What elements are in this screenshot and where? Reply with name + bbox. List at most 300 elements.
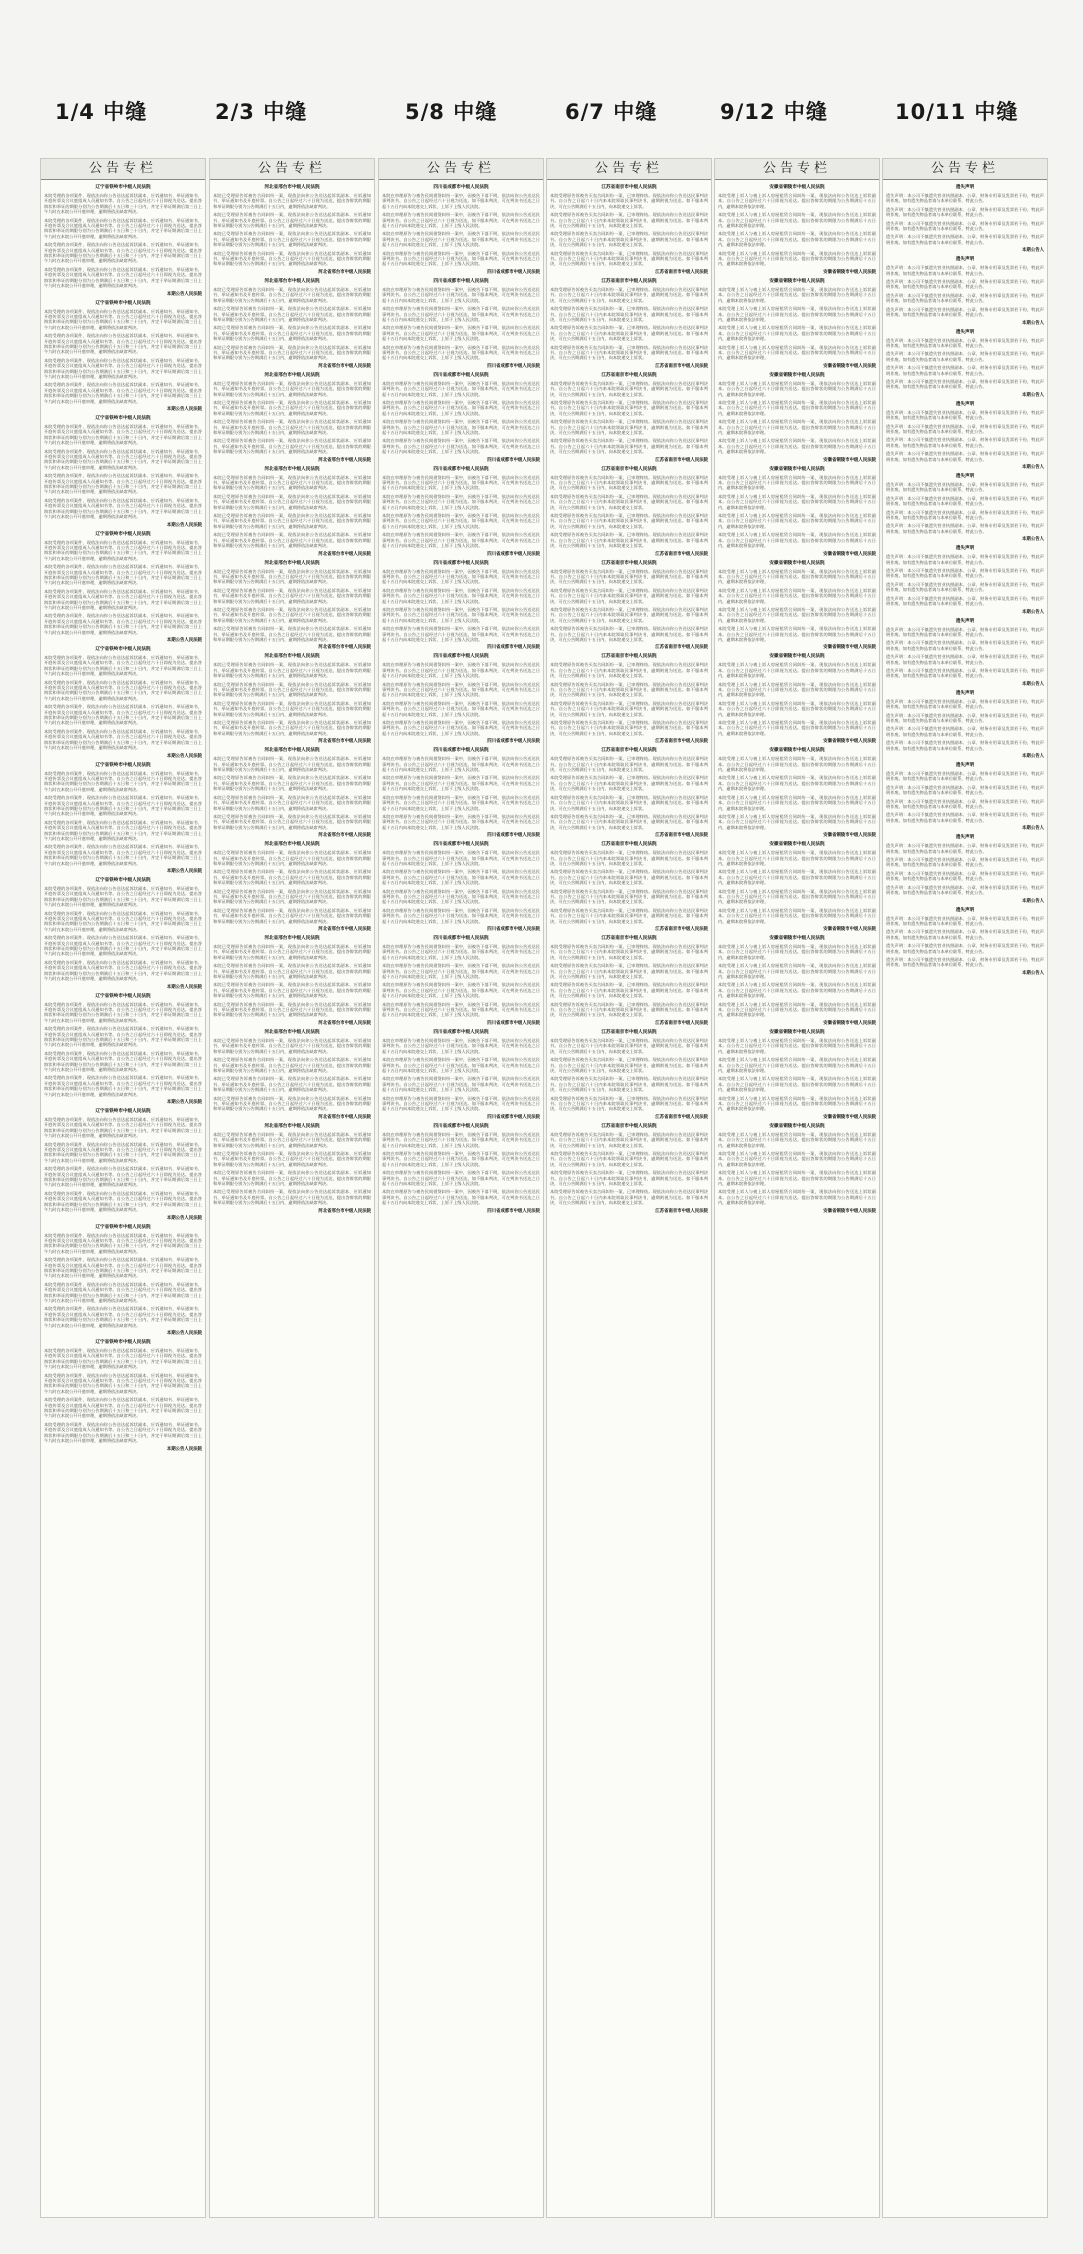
notice-signature: 本期公告人民法院 — [166, 291, 202, 297]
notice-column — [546, 158, 712, 2218]
notice-paragraph: 本院在审理原告与被告民间借贷纠纷一案中，因被告下落不明，依法向你公告送达民事判决书。自公告之日起经过六十日视为送达。如不服本判决，可在判决书送达之日起十五日内向本院递交上诉状，上诉于上级人民法院。 — [382, 794, 540, 811]
notice-paragraph: 本院已受理原告诉被告合同纠纷一案，现依法向你公告送达起诉状副本、应诉通知书、举证通知书及开庭传票。自公告之日起经过六十日视为送达，提出答辩状的期限和举证期限分别为公告期满后十五日内，逾期将依法缺席判决。 — [213, 1095, 371, 1112]
court-heading: 四川省成都市中级人民法院 — [433, 842, 489, 848]
notice-signature: 安徽省铜陵市中级人民法院 — [823, 739, 876, 745]
notice-paragraph: 本院受理上诉人与被上诉人房屋租赁合同纠纷一案，现依法向你公告送达上诉状副本。自公告之日起经过六十日即视为送达。提出答辩状的期限为公告期满后十五日内，逾期本院将依法审理。 — [718, 380, 876, 397]
court-heading: 河北省邢台市中级人民法院 — [264, 654, 320, 660]
notice-paragraph: 本院受理的各项案件，现依法向你公告送达起诉状副本、应诉通知书、举证通知书、开庭传票及合议庭组成人员通知书等。自公告之日起经过六十日即视为送达。提出答辩状和举证的期限分别为公告期满后十五日和三十日内，并定于举证期满后第三日上午九时在本院公开开庭审理，逾期将依法缺席判决。 — [44, 242, 202, 264]
notice-signature: 本期公告人民法院 — [166, 1331, 202, 1336]
notice-paragraph: 本院在审理原告与被告民间借贷纠纷一案中，因被告下落不明，依法向你公告送达民事判决书。自公告之日起经过六十日视为送达。如不服本判决，可在判决书送达之日起十五日内向本院递交上诉状，上诉于上级人民法院。 — [382, 1131, 540, 1148]
notice-paragraph: 本院已受理原告诉被告合同纠纷一案，现依法向你公告送达起诉状副本、应诉通知书、举证通知书及开庭传票。自公告之日起经过六十日视为送达，提出答辩状的期限和举证期限分别为公告期满后十五日内，逾期将依法缺席判决。 — [213, 681, 371, 698]
notice-paragraph: 本院受理原告诉被告买卖合同纠纷一案，已审理终结。现依法向你公告送达民事判决书。自公告之日起六十日内来本院领取民事判决书，逾期则视为送达。如不服本判决，可在公告期满后十五日内，向本院递交上诉状。 — [550, 794, 708, 811]
notice-paragraph: 本院受理上诉人与被上诉人房屋租赁合同纠纷一案，现依法向你公告送达上诉状副本。自公告之日起经过六十日即视为送达。提出答辩状的期限为公告期满后十五日内，逾期本院将依法审理。 — [718, 1095, 876, 1112]
court-heading: 安徽省铜陵市中级人民法院 — [769, 185, 825, 190]
notice-paragraph: 本院受理原告诉被告买卖合同纠纷一案，已审理终结。现依法向你公告送达民事判决书。自公告之日起六十日内来本院领取民事判决书，逾期则视为送达。如不服本判决，可在公告期满后十五日内，向本院递交上诉状。 — [550, 1037, 708, 1054]
court-heading: 四川省成都市中级人民法院 — [433, 654, 489, 660]
notice-signature: 河北省邢台市中级人民法院 — [318, 269, 371, 275]
notice-paragraph: 本院在审理原告与被告民间借贷纠纷一案中，因被告下落不明，依法向你公告送达民事判决书。自公告之日起经过六十日视为送达。如不服本判决，可在判决书送达之日起十五日内向本院递交上诉状，上诉于上级人民法院。 — [382, 419, 540, 435]
court-heading: 四川省成都市中级人民法院 — [433, 466, 489, 472]
notice-signature: 本期公告人 — [1022, 826, 1044, 832]
column-heading: 6/7 中缝 — [565, 100, 658, 124]
notice-paragraph: 本院受理原告诉被告买卖合同纠纷一案，已审理终结。现依法向你公告送达民事判决书。自公告之日起六十日内来本院领取民事判决书，逾期则视为送达。如不服本判决，可在公告期满后十五日内，向本院递交上诉状。 — [550, 1095, 708, 1112]
notice-paragraph: 本院受理原告诉被告买卖合同纠纷一案，已审理终结。现依法向你公告送达民事判决书。自公告之日起六十日内来本院领取民事判决书，逾期则视为送达。如不服本判决，可在公告期满后十五日内，向本院递交上诉状。 — [550, 907, 708, 924]
notice-paragraph: 本院受理上诉人与被上诉人房屋租赁合同纠纷一案，现依法向你公告送达上诉状副本。自公告之日起经过六十日即视为送达。提出答辩状的期限为公告期满后十五日内，逾期本院将依法审理。 — [718, 1131, 876, 1148]
court-heading: 遗失声明 — [955, 690, 975, 696]
notice-paragraph: 本院在审理原告与被告民间借贷纠纷一案中，因被告下落不明，依法向你公告送达民事判决书。自公告之日起经过六十日视为送达。如不服本判决，可在判决书送达之日起十五日内向本院递交上诉状，上诉于上级人民法院。 — [382, 231, 540, 248]
court-heading: 遗失声明 — [955, 763, 975, 768]
notice-paragraph: 本院受理上诉人与被上诉人房屋租赁合同纠纷一案，现依法向你公告送达上诉状副本。自公告之日起经过六十日即视为送达。提出答辩状的期限为公告期满后十五日内，逾期本院将依法审理。 — [718, 399, 876, 416]
notice-paragraph: 本院受理原告诉被告买卖合同纠纷一案，已审理终结。现依法向你公告送达民事判决书。自公告之日起六十日内来本院领取民事判决书，逾期则视为送达。如不服本判决，可在公告期满后十五日内，向本院递交上诉状。 — [550, 944, 708, 960]
notice-signature: 安徽省铜陵市中级人民法院 — [823, 269, 876, 275]
notice-paragraph: 本院已受理原告诉被告合同纠纷一案，现依法向你公告送达起诉状副本、应诉通知书、举证通知书及开庭传票。自公告之日起经过六十日视为送达，提出答辩状的期限和举证期限分别为公告期满后十五日内，逾期将依法缺席判决。 — [213, 193, 371, 209]
notice-paragraph: 本院受理原告诉被告买卖合同纠纷一案，已审理终结。现依法向你公告送达民事判决书。自公告之日起六十日内来本院领取民事判决书，逾期则视为送达。如不服本判决，可在公告期满后十五日内，向本院递交上诉状。 — [550, 193, 708, 209]
notice-paragraph: 遗失声明：本公司不慎遗失营业执照副本、公章、财务专用章及发票若干份，特此声明作废。如有遗失物品者请与本单位联系，特此公告。 — [886, 409, 1044, 421]
court-heading: 四川省成都市中级人民法院 — [433, 748, 489, 754]
notice-paragraph: 本院受理的各项案件，现依法向你公告送达起诉状副本、应诉通知书、举证通知书、开庭传票及合议庭组成人员通知书等。自公告之日起经过六十日即视为送达。提出答辩状和举证的期限分别为公告期满后十五日和三十日内，并定于举证期满后第三日上午九时在本院公开开庭审理，逾期将依法缺席判决。 — [44, 1141, 202, 1163]
court-heading: 江苏省南京市中级人民法院 — [601, 466, 657, 472]
notice-paragraph: 本院受理上诉人与被上诉人房屋租赁合同纠纷一案，现依法向你公告送达上诉状副本。自公告之日起经过六十日即视为送达。提出答辩状的期限为公告期满后十五日内，逾期本院将依法审理。 — [718, 907, 876, 924]
notice-signature: 本期公告人 — [1022, 392, 1044, 398]
notice-paragraph: 本院受理原告诉被告买卖合同纠纷一案，已审理终结。现依法向你公告送达民事判决书。自公告之日起六十日内来本院领取民事判决书，逾期则视为送达。如不服本判决，可在公告期满后十五日内，向本院递交上诉状。 — [550, 231, 708, 248]
notice-paragraph: 本院受理上诉人与被上诉人房屋租赁合同纠纷一案，现依法向你公告送达上诉状副本。自公告之日起经过六十日即视为送达。提出答辩状的期限为公告期满后十五日内，逾期本院将依法审理。 — [718, 869, 876, 886]
notice-signature: 河北省邢台市中级人民法院 — [318, 739, 371, 745]
notice-paragraph: 本院受理原告诉被告买卖合同纠纷一案，已审理终结。现依法向你公告送达民事判决书。自公告之日起六十日内来本院领取民事判决书，逾期则视为送达。如不服本判决，可在公告期满后十五日内，向本院递交上诉状。 — [550, 1057, 708, 1073]
notice-paragraph: 本院在审理原告与被告民间借贷纠纷一案中，因被告下落不明，依法向你公告送达民事判决书。自公告之日起经过六十日视为送达。如不服本判决，可在判决书送达之日起十五日内向本院递交上诉状，上诉于上级人民法院。 — [382, 438, 540, 455]
notice-paragraph: 本院受理原告诉被告买卖合同纠纷一案，已审理终结。现依法向你公告送达民事判决书。自公告之日起六十日内来本院领取民事判决书，逾期则视为送达。如不服本判决，可在公告期满后十五日内，向本院递交上诉状。 — [550, 493, 708, 510]
court-heading: 江苏省南京市中级人民法院 — [601, 372, 657, 378]
notice-paragraph: 遗失声明：本公司不慎遗失营业执照副本、公章、财务专用章及发票若干份，特此声明作废。如有遗失物品者请与本单位联系，特此公告。 — [886, 843, 1044, 854]
notice-paragraph: 本院已受理原告诉被告合同纠纷一案，现依法向你公告送达起诉状副本、应诉通知书、举证通知书及开庭传票。自公告之日起经过六十日视为送达，提出答辩状的期限和举证期限分别为公告期满后十五日内，逾期将依法缺席判决。 — [213, 399, 371, 416]
notice-paragraph: 本院已受理原告诉被告合同纠纷一案，现依法向你公告送达起诉状副本、应诉通知书、举证通知书及开庭传票。自公告之日起经过六十日视为送达，提出答辩状的期限和举证期限分别为公告期满后十五日内，逾期将依法缺席判决。 — [213, 700, 371, 717]
notice-paragraph: 遗失声明：本公司不慎遗失营业执照副本、公章、财务专用章及发票若干份，特此声明作废。如有遗失物品者请与本单位联系，特此公告。 — [886, 870, 1044, 882]
notice-paragraph: 本院已受理原告诉被告合同纠纷一案，现依法向你公告送达起诉状副本、应诉通知书、举证通知书及开庭传票。自公告之日起经过六十日视为送达，提出答辩状的期限和举证期限分别为公告期满后十五日内，逾期将依法缺席判决。 — [213, 212, 371, 229]
notice-paragraph: 本院受理的各项案件，现依法向你公告送达起诉状副本、应诉通知书、举证通知书、开庭传票及合议庭组成人员通知书等。自公告之日起经过六十日即视为送达。提出答辩状和举证的期限分别为公告期满后十五日和三十日内，并定于举证期满后第三日上午九时在本院公开开庭审理，逾期将依法缺席判决。 — [44, 1190, 202, 1213]
court-heading: 安徽省铜陵市中级人民法院 — [769, 654, 825, 660]
notice-signature: 河北省邢台市中级人民法院 — [318, 833, 371, 839]
notice-signature: 河北省邢台市中级人民法院 — [318, 457, 371, 463]
notice-paragraph: 本院受理原告诉被告买卖合同纠纷一案，已审理终结。现依法向你公告送达民事判决书。自公告之日起六十日内来本院领取民事判决书，逾期则视为送达。如不服本判决，可在公告期满后十五日内，向本院递交上诉状。 — [550, 681, 708, 698]
notice-paragraph: 本院受理原告诉被告买卖合同纠纷一案，已审理终结。现依法向你公告送达民事判决书。自公告之日起六十日内来本院领取民事判决书，逾期则视为送达。如不服本判决，可在公告期满后十五日内，向本院递交上诉状。 — [550, 888, 708, 905]
court-heading: 河北省邢台市中级人民法院 — [264, 748, 320, 754]
notice-paragraph: 本院受理的各项案件，现依法向你公告送达起诉状副本、应诉通知书、举证通知书、开庭传票及合议庭组成人员通知书等。自公告之日起经过六十日即视为送达。提出答辩状和举证的期限分别为公告期满后十五日和三十日内，并定于举证期满后第三日上午九时在本院公开开庭审理，逾期将依法缺席判决。 — [44, 473, 202, 495]
notice-paragraph: 本院受理上诉人与被上诉人房屋租赁合同纠纷一案，现依法向你公告送达上诉状副本。自公告之日起经过六十日即视为送达。提出答辩状的期限为公告期满后十五日内，逾期本院将依法审理。 — [718, 286, 876, 303]
notice-column — [209, 158, 375, 2218]
notice-paragraph: 本院受理原告诉被告买卖合同纠纷一案，已审理终结。现依法向你公告送达民事判决书。自公告之日起六十日内来本院领取民事判决书，逾期则视为送达。如不服本判决，可在公告期满后十五日内，向本院递交上诉状。 — [550, 306, 708, 322]
notice-paragraph: 本院已受理原告诉被告合同纠纷一案，现依法向你公告送达起诉状副本、应诉通知书、举证通知书及开庭传票。自公告之日起经过六十日视为送达，提出答辩状的期限和举证期限分别为公告期满后十五日内，逾期将依法缺席判决。 — [213, 438, 371, 455]
court-heading: 辽宁省铁岭市中级人民法院 — [95, 878, 151, 883]
notice-paragraph: 本院已受理原告诉被告合同纠纷一案，现依法向你公告送达起诉状副本、应诉通知书、举证通知书及开庭传票。自公告之日起经过六十日视为送达，提出答辩状的期限和举证期限分别为公告期满后十五日内，逾期将依法缺席判决。 — [213, 380, 371, 397]
notice-paragraph: 本院已受理原告诉被告合同纠纷一案，现依法向你公告送达起诉状副本、应诉通知书、举证通知书及开庭传票。自公告之日起经过六十日视为送达，提出答辩状的期限和举证期限分别为公告期满后十五日内，逾期将依法缺席判决。 — [213, 1189, 371, 1206]
court-heading: 辽宁省铁岭市中级人民法院 — [95, 1224, 151, 1230]
notice-paragraph: 本院受理上诉人与被上诉人房屋租赁合同纠纷一案，现依法向你公告送达上诉状副本。自公告之日起经过六十日即视为送达。提出答辩状的期限为公告期满后十五日内，逾期本院将依法审理。 — [718, 982, 876, 999]
notice-paragraph: 本院受理原告诉被告买卖合同纠纷一案，已审理终结。现依法向你公告送达民事判决书。自公告之日起六十日内来本院领取民事判决书，逾期则视为送达。如不服本判决，可在公告期满后十五日内，向本院递交上诉状。 — [550, 419, 708, 435]
court-heading: 遗失声明 — [955, 618, 975, 624]
notice-paragraph: 本院在审理原告与被告民间借贷纠纷一案中，因被告下落不明，依法向你公告送达民事判决书。自公告之日起经过六十日视为送达。如不服本判决，可在判决书送达之日起十五日内向本院递交上诉状，上诉于上级人民法院。 — [382, 1150, 540, 1167]
notice-paragraph: 本院已受理原告诉被告合同纠纷一案，现依法向你公告送达起诉状副本、应诉通知书、举证通知书及开庭传票。自公告之日起经过六十日视为送达，提出答辩状的期限和举证期限分别为公告期满后十五日内，逾期将依法缺席判决。 — [213, 720, 371, 736]
notice-paragraph: 本院受理原告诉被告买卖合同纠纷一案，已审理终结。现依法向你公告送达民事判决书。自公告之日起六十日内来本院领取民事判决书，逾期则视为送达。如不服本判决，可在公告期满后十五日内，向本院递交上诉状。 — [550, 474, 708, 491]
column-body — [210, 180, 374, 1215]
notice-paragraph: 本院在审理原告与被告民间借贷纠纷一案中，因被告下落不明，依法向你公告送达民事判决书。自公告之日起经过六十日视为送达。如不服本判决，可在判决书送达之日起十五日内向本院递交上诉状，上诉于上级人民法院。 — [382, 869, 540, 886]
notice-signature: 江苏省南京市中级人民法院 — [655, 833, 708, 839]
notice-signature: 安徽省铜陵市中级人民法院 — [823, 457, 876, 463]
notice-paragraph: 本院在审理原告与被告民间借贷纠纷一案中，因被告下落不明，依法向你公告送达民事判决书。自公告之日起经过六十日视为送达。如不服本判决，可在判决书送达之日起十五日内向本院递交上诉状，上诉于上级人民法院。 — [382, 306, 540, 322]
notice-paragraph: 本院受理的各项案件，现依法向你公告送达起诉状副本、应诉通知书、举证通知书、开庭传票及合议庭组成人员通知书等。自公告之日起经过六十日即视为送达。提出答辩状和举证的期限分别为公告期满后十五日和三十日内，并定于举证期满后第三日上午九时在本院公开开庭审理，逾期将依法缺席判决。 — [44, 1075, 202, 1097]
court-heading: 辽宁省铁岭市中级人民法院 — [95, 185, 151, 190]
column-title: 公告专栏 — [547, 159, 711, 180]
column-heading: 9/12 中缝 — [720, 100, 828, 124]
notice-signature: 安徽省铜陵市中级人民法院 — [823, 1114, 876, 1120]
column-body — [41, 180, 205, 1453]
notice-signature: 四川省成都市中级人民法院 — [487, 927, 540, 932]
notice-paragraph: 本院受理上诉人与被上诉人房屋租赁合同纠纷一案，现依法向你公告送达上诉状副本。自公告之日起经过六十日即视为送达。提出答辩状的期限为公告期满后十五日内，逾期本院将依法审理。 — [718, 681, 876, 698]
notice-paragraph: 本院受理原告诉被告买卖合同纠纷一案，已审理终结。现依法向你公告送达民事判决书。自公告之日起六十日内来本院领取民事判决书，逾期则视为送达。如不服本判决，可在公告期满后十五日内，向本院递交上诉状。 — [550, 1150, 708, 1167]
court-heading: 遗失声明 — [955, 835, 975, 841]
notice-signature: 江苏省南京市中级人民法院 — [655, 739, 708, 745]
notice-signature: 本期公告人 — [1022, 248, 1044, 254]
notice-paragraph: 本院受理原告诉被告买卖合同纠纷一案，已审理终结。现依法向你公告送达民事判决书。自公告之日起六十日内来本院领取民事判决书，逾期则视为送达。如不服本判决，可在公告期满后十五日内，向本院递交上诉状。 — [550, 325, 708, 342]
notice-paragraph: 本院已受理原告诉被告合同纠纷一案，现依法向你公告送达起诉状副本、应诉通知书、举证通知书及开庭传票。自公告之日起经过六十日视为送达，提出答辩状的期限和举证期限分别为公告期满后十五日内，逾期将依法缺席判决。 — [213, 419, 371, 435]
notice-signature: 四川省成都市中级人民法院 — [487, 269, 540, 275]
notice-paragraph: 本院受理原告诉被告买卖合同纠纷一案，已审理终结。现依法向你公告送达民事判决书。自公告之日起六十日内来本院领取民事判决书，逾期则视为送达。如不服本判决，可在公告期满后十五日内，向本院递交上诉状。 — [550, 587, 708, 604]
notice-paragraph: 本院受理原告诉被告买卖合同纠纷一案，已审理终结。现依法向你公告送达民事判决书。自公告之日起六十日内来本院领取民事判决书，逾期则视为送达。如不服本判决，可在公告期满后十五日内，向本院递交上诉状。 — [550, 700, 708, 717]
notice-paragraph: 本院受理原告诉被告买卖合同纠纷一案，已审理终结。现依法向你公告送达民事判决书。自公告之日起六十日内来本院领取民事判决书，逾期则视为送达。如不服本判决，可在公告期满后十五日内，向本院递交上诉状。 — [550, 513, 708, 529]
notice-paragraph: 本院在审理原告与被告民间借贷纠纷一案中，因被告下落不明，依法向你公告送达民事判决书。自公告之日起经过六十日视为送达。如不服本判决，可在判决书送达之日起十五日内向本院递交上诉状，上诉于上级人民法院。 — [382, 756, 540, 773]
court-heading: 辽宁省铁岭市中级人民法院 — [95, 416, 151, 421]
notice-paragraph: 本院受理的各项案件，现依法向你公告送达起诉状副本、应诉通知书、举证通知书、开庭传票及合议庭组成人员通知书等。自公告之日起经过六十日即视为送达。提出答辩状和举证的期限分别为公告期满后十五日和三十日内，并定于举证期满后第三日上午九时在本院公开开庭审理，逾期将依法缺席判决。 — [44, 217, 202, 239]
notice-paragraph: 本院受理原告诉被告买卖合同纠纷一案，已审理终结。现依法向你公告送达民事判决书。自公告之日起六十日内来本院领取民事判决书，逾期则视为送达。如不服本判决，可在公告期满后十五日内，向本院递交上诉状。 — [550, 1131, 708, 1148]
notice-paragraph: 遗失声明：本公司不慎遗失营业执照副本、公章、财务专用章及发票若干份，特此声明作废。如有遗失物品者请与本单位联系，特此公告。 — [886, 523, 1044, 534]
notice-paragraph: 本院受理上诉人与被上诉人房屋租赁合同纠纷一案，现依法向你公告送达上诉状副本。自公告之日起经过六十日即视为送达。提出答辩状的期限为公告期满后十五日内，逾期本院将依法审理。 — [718, 250, 876, 267]
notice-paragraph: 本院在审理原告与被告民间借贷纠纷一案中，因被告下落不明，依法向你公告送达民事判决书。自公告之日起经过六十日视为送达。如不服本判决，可在判决书送达之日起十五日内向本院递交上诉状，上诉于上级人民法院。 — [382, 1189, 540, 1206]
notice-paragraph: 本院受理原告诉被告买卖合同纠纷一案，已审理终结。现依法向你公告送达民事判决书。自公告之日起六十日内来本院领取民事判决书，逾期则视为送达。如不服本判决，可在公告期满后十五日内，向本院递交上诉状。 — [550, 963, 708, 980]
court-heading: 辽宁省铁岭市中级人民法院 — [95, 300, 151, 306]
notice-paragraph: 本院已受理原告诉被告合同纠纷一案，现依法向你公告送达起诉状副本、应诉通知书、举证通知书及开庭传票。自公告之日起经过六十日视为送达，提出答辩状的期限和举证期限分别为公告期满后十五日内，逾期将依法缺席判决。 — [213, 794, 371, 811]
notice-signature: 江苏省南京市中级人民法院 — [655, 269, 708, 275]
notice-signature: 本期公告人 — [1022, 465, 1044, 470]
notice-paragraph: 本院受理上诉人与被上诉人房屋租赁合同纠纷一案，现依法向你公告送达上诉状副本。自公告之日起经过六十日即视为送达。提出答辩状的期限为公告期满后十五日内，逾期本院将依法审理。 — [718, 568, 876, 585]
notice-signature: 四川省成都市中级人民法院 — [487, 1208, 540, 1214]
notice-signature: 本期公告人 — [1022, 537, 1044, 543]
court-heading: 四川省成都市中级人民法院 — [433, 560, 489, 566]
notice-paragraph: 遗失声明：本公司不慎遗失营业执照副本、公章、财务专用章及发票若干份，特此声明作废。如有遗失物品者请与本单位联系，特此公告。 — [886, 265, 1044, 276]
column-heading: 10/11 中缝 — [895, 100, 1019, 124]
court-heading: 江苏省南京市中级人民法院 — [601, 278, 657, 284]
notice-signature: 江苏省南京市中级人民法院 — [655, 645, 708, 651]
notice-signature: 本期公告人民法院 — [166, 753, 202, 759]
notice-paragraph: 本院受理的各项案件，现依法向你公告送达起诉状副本、应诉通知书、举证通知书、开庭传票及合议庭组成人员通知书等。自公告之日起经过六十日即视为送达。提出答辩状和举证的期限分别为公告期满后十五日和三十日内，并定于举证期满后第三日上午九时在本院公开开庭审理，逾期将依法缺席判决。 — [44, 795, 202, 817]
notice-paragraph: 本院受理上诉人与被上诉人房屋租赁合同纠纷一案，现依法向你公告送达上诉状副本。自公告之日起经过六十日即视为送达。提出答辩状的期限为公告期满后十五日内，逾期本院将依法审理。 — [718, 662, 876, 679]
notice-paragraph: 本院已受理原告诉被告合同纠纷一案，现依法向你公告送达起诉状副本、应诉通知书、举证通知书及开庭传票。自公告之日起经过六十日视为送达，提出答辩状的期限和举证期限分别为公告期满后十五日内，逾期将依法缺席判决。 — [213, 756, 371, 773]
notice-paragraph: 本院已受理原告诉被告合同纠纷一案，现依法向你公告送达起诉状副本、应诉通知书、举证通知书及开庭传票。自公告之日起经过六十日视为送达，提出答辩状的期限和举证期限分别为公告期满后十五日内，逾期将依法缺席判决。 — [213, 888, 371, 905]
notice-signature: 四川省成都市中级人民法院 — [487, 363, 540, 369]
notice-paragraph: 本院受理上诉人与被上诉人房屋租赁合同纠纷一案，现依法向你公告送达上诉状副本。自公告之日起经过六十日即视为送达。提出答辩状的期限为公告期满后十五日内，逾期本院将依法审理。 — [718, 606, 876, 623]
court-heading: 河北省邢台市中级人民法院 — [264, 842, 320, 848]
notice-paragraph: 本院已受理原告诉被告合同纠纷一案，现依法向你公告送达起诉状副本、应诉通知书、举证通知书及开庭传票。自公告之日起经过六十日视为送达，提出答辩状的期限和举证期限分别为公告期满后十五日内，逾期将依法缺席判决。 — [213, 474, 371, 491]
column-body — [547, 180, 711, 1215]
notice-paragraph: 本院在审理原告与被告民间借贷纠纷一案中，因被告下落不明，依法向你公告送达民事判决书。自公告之日起经过六十日视为送达。如不服本判决，可在判决书送达之日起十五日内向本院递交上诉状，上诉于上级人民法院。 — [382, 720, 540, 736]
notice-paragraph: 本院受理原告诉被告买卖合同纠纷一案，已审理终结。现依法向你公告送达民事判决书。自公告之日起六十日内来本院领取民事判决书，逾期则视为送达。如不服本判决，可在公告期满后十五日内，向本院递交上诉状。 — [550, 626, 708, 642]
notice-paragraph: 本院受理上诉人与被上诉人房屋租赁合同纠纷一案，现依法向你公告送达上诉状副本。自公告之日起经过六十日即视为送达。提出答辩状的期限为公告期满后十五日内，逾期本院将依法审理。 — [718, 1037, 876, 1054]
notice-paragraph: 本院在审理原告与被告民间借贷纠纷一案中，因被告下落不明，依法向你公告送达民事判决书。自公告之日起经过六十日视为送达。如不服本判决，可在判决书送达之日起十五日内向本院递交上诉状，上诉于上级人民法院。 — [382, 513, 540, 529]
notice-paragraph: 本院受理原告诉被告买卖合同纠纷一案，已审理终结。现依法向你公告送达民事判决书。自公告之日起六十日内来本院领取民事判决书，逾期则视为送达。如不服本判决，可在公告期满后十五日内，向本院递交上诉状。 — [550, 662, 708, 679]
court-heading: 四川省成都市中级人民法院 — [433, 185, 489, 190]
notice-signature: 河北省邢台市中级人民法院 — [318, 645, 371, 651]
notice-paragraph: 本院受理上诉人与被上诉人房屋租赁合同纠纷一案，现依法向你公告送达上诉状副本。自公告之日起经过六十日即视为送达。提出答辩状的期限为公告期满后十五日内，逾期本院将依法审理。 — [718, 1076, 876, 1093]
notice-paragraph: 本院在审理原告与被告民间借贷纠纷一案中，因被告下落不明，依法向你公告送达民事判决书。自公告之日起经过六十日视为送达。如不服本判决，可在判决书送达之日起十五日内向本院递交上诉状，上诉于上级人民法院。 — [382, 775, 540, 792]
notice-paragraph: 本院在审理原告与被告民间借贷纠纷一案中，因被告下落不明，依法向你公告送达民事判决书。自公告之日起经过六十日视为送达。如不服本判决，可在判决书送达之日起十五日内向本院递交上诉状，上诉于上级人民法院。 — [382, 568, 540, 585]
notice-paragraph: 遗失声明：本公司不慎遗失营业执照副本、公章、财务专用章及发票若干份，特此声明作废。如有遗失物品者请与本单位联系，特此公告。 — [886, 220, 1044, 232]
notice-paragraph: 本院在审理原告与被告民间借贷纠纷一案中，因被告下落不明，依法向你公告送达民事判决书。自公告之日起经过六十日视为送达。如不服本判决，可在判决书送达之日起十五日内向本院递交上诉状，上诉于上级人民法院。 — [382, 587, 540, 604]
notice-signature: 河北省邢台市中级人民法院 — [318, 927, 371, 932]
notice-signature: 四川省成都市中级人民法院 — [487, 645, 540, 651]
notice-paragraph: 遗失声明：本公司不慎遗失营业执照副本、公章、财务专用章及发票若干份，特此声明作废。如有遗失物品者请与本单位联系，特此公告。 — [886, 482, 1044, 493]
notice-paragraph: 本院受理上诉人与被上诉人房屋租赁合同纠纷一案，现依法向你公告送达上诉状副本。自公告之日起经过六十日即视为送达。提出答辩状的期限为公告期满后十五日内，逾期本院将依法审理。 — [718, 700, 876, 717]
court-heading: 江苏省南京市中级人民法院 — [601, 1029, 657, 1035]
notice-paragraph: 本院受理的各项案件，现依法向你公告送达起诉状副本、应诉通知书、举证通知书、开庭传票及合议庭组成人员通知书等。自公告之日起经过六十日即视为送达。提出答辩状和举证的期限分别为公告期满后十五日和三十日内，并定于举证期满后第三日上午九时在本院公开开庭审理，逾期将依法缺席判决。 — [44, 728, 202, 751]
court-heading: 四川省成都市中级人民法院 — [433, 372, 489, 378]
notice-paragraph: 本院受理原告诉被告买卖合同纠纷一案，已审理终结。现依法向你公告送达民事判决书。自公告之日起六十日内来本院领取民事判决书，逾期则视为送达。如不服本判决，可在公告期满后十五日内，向本院递交上诉状。 — [550, 568, 708, 585]
notice-paragraph: 本院在审理原告与被告民间借贷纠纷一案中，因被告下落不明，依法向你公告送达民事判决书。自公告之日起经过六十日视为送达。如不服本判决，可在判决书送达之日起十五日内向本院递交上诉状，上诉于上级人民法院。 — [382, 944, 540, 960]
notice-paragraph: 本院在审理原告与被告民间借贷纠纷一案中，因被告下落不明，依法向你公告送达民事判决书。自公告之日起经过六十日视为送达。如不服本判决，可在判决书送达之日起十五日内向本院递交上诉状，上诉于上级人民法院。 — [382, 325, 540, 342]
notice-paragraph: 本院受理的各项案件，现依法向你公告送达起诉状副本、应诉通知书、举证通知书、开庭传票及合议庭组成人员通知书等。自公告之日起经过六十日即视为送达。提出答辩状和举证的期限分别为公告期满后十五日和三十日内，并定于举证期满后第三日上午九时在本院公开开庭审理，逾期将依法缺席判决。 — [44, 333, 202, 355]
notice-paragraph: 本院受理上诉人与被上诉人房屋租赁合同纠纷一案，现依法向你公告送达上诉状副本。自公告之日起经过六十日即视为送达。提出答辩状的期限为公告期满后十五日内，逾期本院将依法审理。 — [718, 775, 876, 792]
notice-paragraph: 本院受理的各项案件，现依法向你公告送达起诉状副本、应诉通知书、举证通知书、开庭传票及合议庭组成人员通知书等。自公告之日起经过六十日即视为送达。提出答辩状和举证的期限分别为公告期满后十五日和三十日内，并定于举证期满后第三日上午九时在本院公开开庭审理，逾期将依法缺席判决。 — [44, 655, 202, 677]
notice-paragraph: 本院受理上诉人与被上诉人房屋租赁合同纠纷一案，现依法向你公告送达上诉状副本。自公告之日起经过六十日即视为送达。提出答辩状的期限为公告期满后十五日内，逾期本院将依法审理。 — [718, 888, 876, 905]
court-heading: 遗失声明 — [955, 401, 975, 407]
column-heading: 1/4 中缝 — [55, 100, 148, 124]
notice-column — [378, 158, 544, 2218]
court-heading: 江苏省南京市中级人民法院 — [601, 560, 657, 566]
notice-paragraph: 本院受理的各项案件，现依法向你公告送达起诉状副本、应诉通知书、举证通知书、开庭传票及合议庭组成人员通知书等。自公告之日起经过六十日即视为送达。提出答辩状和举证的期限分别为公告期满后十五日和三十日内，并定于举证期满后第三日上午九时在本院公开开庭审理，逾期将依法缺席判决。 — [44, 448, 202, 470]
column-title: 公告专栏 — [883, 159, 1047, 180]
notice-paragraph: 本院已受理原告诉被告合同纠纷一案，现依法向你公告送达起诉状副本、应诉通知书、举证通知书及开庭传票。自公告之日起经过六十日视为送达，提出答辩状的期限和举证期限分别为公告期满后十五日内，逾期将依法缺席判决。 — [213, 286, 371, 303]
notice-paragraph: 本院已受理原告诉被告合同纠纷一案，现依法向你公告送达起诉状副本、应诉通知书、举证通知书及开庭传票。自公告之日起经过六十日视为送达，提出答辩状的期限和举证期限分别为公告期满后十五日内，逾期将依法缺席判决。 — [213, 231, 371, 248]
notice-signature: 安徽省铜陵市中级人民法院 — [823, 551, 876, 557]
notice-paragraph: 本院受理的各项案件，现依法向你公告送达起诉状副本、应诉通知书、举证通知书、开庭传票及合议庭组成人员通知书等。自公告之日起经过六十日即视为送达。提出答辩状和举证的期限分别为公告期满后十五日和三十日内，并定于举证期满后第三日上午九时在本院公开开庭审理，逾期将依法缺席判决。 — [44, 935, 202, 957]
notice-signature: 本期公告人 — [1022, 898, 1044, 904]
notice-paragraph: 本院在审理原告与被告民间借贷纠纷一案中，因被告下落不明，依法向你公告送达民事判决书。自公告之日起经过六十日视为送达。如不服本判决，可在判决书送达之日起十五日内向本院递交上诉状，上诉于上级人民法院。 — [382, 344, 540, 361]
notice-paragraph: 本院受理上诉人与被上诉人房屋租赁合同纠纷一案，现依法向你公告送达上诉状副本。自公告之日起经过六十日即视为送达。提出答辩状的期限为公告期满后十五日内，逾期本院将依法审理。 — [718, 1170, 876, 1186]
notice-paragraph: 本院已受理原告诉被告合同纠纷一案，现依法向你公告送达起诉状副本、应诉通知书、举证通知书及开庭传票。自公告之日起经过六十日视为送达，提出答辩状的期限和举证期限分别为公告期满后十五日内，逾期将依法缺席判决。 — [213, 250, 371, 267]
notice-paragraph: 本院在审理原告与被告民间借贷纠纷一案中，因被告下落不明，依法向你公告送达民事判决书。自公告之日起经过六十日视为送达。如不服本判决，可在判决书送达之日起十五日内向本院递交上诉状，上诉于上级人民法院。 — [382, 626, 540, 642]
court-heading: 江苏省南京市中级人民法院 — [601, 936, 657, 941]
notice-paragraph: 本院受理上诉人与被上诉人房屋租赁合同纠纷一案，现依法向你公告送达上诉状副本。自公告之日起经过六十日即视为送达。提出答辩状的期限为公告期满后十五日内，逾期本院将依法审理。 — [718, 193, 876, 209]
notice-paragraph: 本院受理原告诉被告买卖合同纠纷一案，已审理终结。现依法向你公告送达民事判决书。自公告之日起六十日内来本院领取民事判决书，逾期则视为送达。如不服本判决，可在公告期满后十五日内，向本院递交上诉状。 — [550, 1001, 708, 1018]
notice-paragraph: 遗失声明：本公司不慎遗失营业执照副本、公章、财务专用章及发票若干份，特此声明作废。如有遗失物品者请与本单位联系，特此公告。 — [886, 292, 1044, 304]
notice-paragraph: 遗失声明：本公司不慎遗失营业执照副本、公章、财务专用章及发票若干份，特此声明作废。如有遗失物品者请与本单位联系，特此公告。 — [886, 740, 1044, 751]
notice-paragraph: 本院受理上诉人与被上诉人房屋租赁合同纠纷一案，现依法向你公告送达上诉状副本。自公告之日起经过六十日即视为送达。提出答辩状的期限为公告期满后十五日内，逾期本院将依法审理。 — [718, 963, 876, 980]
court-heading: 河北省邢台市中级人民法院 — [264, 1123, 320, 1129]
notice-paragraph: 本院受理上诉人与被上诉人房屋租赁合同纠纷一案，现依法向你公告送达上诉状副本。自公告之日起经过六十日即视为送达。提出答辩状的期限为公告期满后十五日内，逾期本院将依法审理。 — [718, 1189, 876, 1206]
court-heading: 辽宁省铁岭市中级人民法院 — [95, 531, 151, 537]
notice-paragraph: 本院受理的各项案件，现依法向你公告送达起诉状副本、应诉通知书、举证通知书、开庭传票及合议庭组成人员通知书等。自公告之日起经过六十日即视为送达。提出答辩状和举证的期限分别为公告期满后十五日和三十日内，并定于举证期满后第三日上午九时在本院公开开庭审理，逾期将依法缺席判决。 — [44, 497, 202, 520]
notice-signature: 江苏省南京市中级人民法院 — [655, 1208, 708, 1214]
notice-paragraph: 本院已受理原告诉被告合同纠纷一案，现依法向你公告送达起诉状副本、应诉通知书、举证通知书及开庭传票。自公告之日起经过六十日视为送达，提出答辩状的期限和举证期限分别为公告期满后十五日内，逾期将依法缺席判决。 — [213, 606, 371, 623]
notice-paragraph: 本院受理上诉人与被上诉人房屋租赁合同纠纷一案，现依法向你公告送达上诉状副本。自公告之日起经过六十日即视为送达。提出答辩状的期限为公告期满后十五日内，逾期本院将依法审理。 — [718, 1001, 876, 1018]
notice-paragraph: 遗失声明：本公司不慎遗失营业执照副本、公章、财务专用章及发票若干份，特此声明作废。如有遗失物品者请与本单位联系，特此公告。 — [886, 667, 1044, 679]
column-title: 公告专栏 — [210, 159, 374, 180]
notice-paragraph: 遗失声明：本公司不慎遗失营业执照副本、公章、财务专用章及发票若干份，特此声明作废。如有遗失物品者请与本单位联系，特此公告。 — [886, 698, 1044, 710]
notice-signature: 河北省邢台市中级人民法院 — [318, 363, 371, 369]
court-heading: 江苏省南京市中级人民法院 — [601, 185, 657, 190]
court-heading: 安徽省铜陵市中级人民法院 — [769, 1123, 825, 1129]
notice-paragraph: 遗失声明：本公司不慎遗失营业执照副本、公章、财务专用章及发票若干份，特此声明作废。如有遗失物品者请与本单位联系，特此公告。 — [886, 279, 1044, 290]
notice-signature: 安徽省铜陵市中级人民法院 — [823, 927, 876, 932]
notice-paragraph: 本院受理原告诉被告买卖合同纠纷一案，已审理终结。现依法向你公告送达民事判决书。自公告之日起六十日内来本院领取民事判决书，逾期则视为送达。如不服本判决，可在公告期满后十五日内，向本院递交上诉状。 — [550, 344, 708, 361]
notice-paragraph: 本院受理上诉人与被上诉人房屋租赁合同纠纷一案，现依法向你公告送达上诉状副本。自公告之日起经过六十日即视为送达。提出答辩状的期限为公告期满后十五日内，逾期本院将依法审理。 — [718, 212, 876, 229]
notice-signature: 本期公告人民法院 — [166, 407, 202, 412]
notice-paragraph: 本院受理的各项案件，现依法向你公告送达起诉状副本、应诉通知书、举证通知书、开庭传票及合议庭组成人员通知书等。自公告之日起经过六十日即视为送达。提出答辩状和举证的期限分别为公告期满后十五日和三十日内，并定于举证期满后第三日上午九时在本院公开开庭审理，逾期将依法缺席判决。 — [44, 1421, 202, 1444]
notice-paragraph: 本院受理上诉人与被上诉人房屋租赁合同纠纷一案，现依法向你公告送达上诉状副本。自公告之日起经过六十日即视为送达。提出答辩状的期限为公告期满后十五日内，逾期本院将依法审理。 — [718, 626, 876, 642]
notice-signature: 四川省成都市中级人民法院 — [487, 551, 540, 557]
notice-paragraph: 本院受理上诉人与被上诉人房屋租赁合同纠纷一案，现依法向你公告送达上诉状副本。自公告之日起经过六十日即视为送达。提出答辩状的期限为公告期满后十五日内，逾期本院将依法审理。 — [718, 756, 876, 773]
notice-paragraph: 本院在审理原告与被告民间借贷纠纷一案中，因被告下落不明，依法向你公告送达民事判决书。自公告之日起经过六十日视为送达。如不服本判决，可在判决书送达之日起十五日内向本院递交上诉状，上诉于上级人民法院。 — [382, 193, 540, 209]
court-heading: 四川省成都市中级人民法院 — [433, 936, 489, 941]
notice-paragraph: 遗失声明：本公司不慎遗失营业执照副本、公章、财务专用章及发票若干份，特此声明作废。如有遗失物品者请与本单位联系，特此公告。 — [886, 306, 1044, 318]
court-heading: 河北省邢台市中级人民法院 — [264, 936, 320, 941]
notice-paragraph: 本院受理上诉人与被上诉人房屋租赁合同纠纷一案，现依法向你公告送达上诉状副本。自公告之日起经过六十日即视为送达。提出答辩状的期限为公告期满后十五日内，逾期本院将依法审理。 — [718, 720, 876, 736]
notice-paragraph: 本院受理的各项案件，现依法向你公告送达起诉状副本、应诉通知书、举证通知书、开庭传票及合议庭组成人员通知书等。自公告之日起经过六十日即视为送达。提出答辩状和举证的期限分别为公告期满后十五日和三十日内，并定于举证期满后第三日上午九时在本院公开开庭审理，逾期将依法缺席判决。 — [44, 1306, 202, 1328]
court-heading: 河北省邢台市中级人民法院 — [264, 560, 320, 566]
notice-paragraph: 本院受理原告诉被告买卖合同纠纷一案，已审理终结。现依法向你公告送达民事判决书。自公告之日起六十日内来本院领取民事判决书，逾期则视为送达。如不服本判决，可在公告期满后十五日内，向本院递交上诉状。 — [550, 813, 708, 830]
notice-signature: 河北省邢台市中级人民法院 — [318, 1114, 371, 1120]
court-heading: 四川省成都市中级人民法院 — [433, 1029, 489, 1035]
notice-paragraph: 本院在审理原告与被告民间借贷纠纷一案中，因被告下落不明，依法向你公告送达民事判决书。自公告之日起经过六十日视为送达。如不服本判决，可在判决书送达之日起十五日内向本院递交上诉状，上诉于上级人民法院。 — [382, 212, 540, 229]
notice-paragraph: 遗失声明：本公司不慎遗失营业执照副本、公章、财务专用章及发票若干份，特此声明作废。如有遗失物品者请与本单位联系，特此公告。 — [886, 784, 1044, 796]
notice-paragraph: 本院受理上诉人与被上诉人房屋租赁合同纠纷一案，现依法向你公告送达上诉状副本。自公告之日起经过六十日即视为送达。提出答辩状的期限为公告期满后十五日内，逾期本院将依法审理。 — [718, 231, 876, 248]
notice-paragraph: 本院已受理原告诉被告合同纠纷一案，现依法向你公告送达起诉状副本、应诉通知书、举证通知书及开庭传票。自公告之日起经过六十日视为送达，提出答辩状的期限和举证期限分别为公告期满后十五日内，逾期将依法缺席判决。 — [213, 963, 371, 980]
notice-paragraph: 本院受理的各项案件，现依法向你公告送达起诉状副本、应诉通知书、举证通知书、开庭传票及合议庭组成人员通知书等。自公告之日起经过六十日即视为送达。提出答辩状和举证的期限分别为公告期满后十五日和三十日内，并定于举证期满后第三日上午九时在本院公开开庭审理，逾期将依法缺席判决。 — [44, 308, 202, 330]
notice-paragraph: 遗失声明：本公司不慎遗失营业执照副本、公章、财务专用章及发票若干份，特此声明作废。如有遗失物品者请与本单位联系，特此公告。 — [886, 451, 1044, 462]
notice-paragraph: 遗失声明：本公司不慎遗失营业执照副本、公章、财务专用章及发票若干份，特此声明作废。如有遗失物品者请与本单位联系，特此公告。 — [886, 712, 1044, 723]
notice-paragraph: 本院受理的各项案件，现依法向你公告送达起诉状副本、应诉通知书、举证通知书、开庭传票及合议庭组成人员通知书等。自公告之日起经过六十日即视为送达。提出答辩状和举证的期限分别为公告期满后十五日和三十日内，并定于举证期满后第三日上午九时在本院公开开庭审理，逾期将依法缺席判决。 — [44, 539, 202, 561]
notice-paragraph: 本院已受理原告诉被告合同纠纷一案，现依法向你公告送达起诉状副本、应诉通知书、举证通知书及开庭传票。自公告之日起经过六十日视为送达，提出答辩状的期限和举证期限分别为公告期满后十五日内，逾期将依法缺席判决。 — [213, 568, 371, 585]
notice-paragraph: 本院在审理原告与被告民间借贷纠纷一案中，因被告下落不明，依法向你公告送达民事判决书。自公告之日起经过六十日视为送达。如不服本判决，可在判决书送达之日起十五日内向本院递交上诉状，上诉于上级人民法院。 — [382, 662, 540, 679]
notice-paragraph: 本院在审理原告与被告民间借贷纠纷一案中，因被告下落不明，依法向你公告送达民事判决书。自公告之日起经过六十日视为送达。如不服本判决，可在判决书送达之日起十五日内向本院递交上诉状，上诉于上级人民法院。 — [382, 888, 540, 905]
notice-paragraph: 本院已受理原告诉被告合同纠纷一案，现依法向你公告送达起诉状副本、应诉通知书、举证通知书及开庭传票。自公告之日起经过六十日视为送达，提出答辩状的期限和举证期限分别为公告期满后十五日内，逾期将依法缺席判决。 — [213, 587, 371, 604]
notice-paragraph: 遗失声明：本公司不慎遗失营业执照副本、公章、财务专用章及发票若干份，特此声明作废。如有遗失物品者请与本单位联系，特此公告。 — [886, 640, 1044, 651]
notice-paragraph: 本院已受理原告诉被告合同纠纷一案，现依法向你公告送达起诉状副本、应诉通知书、举证通知书及开庭传票。自公告之日起经过六十日视为送达，提出答辩状的期限和举证期限分别为公告期满后十五日内，逾期将依法缺席判决。 — [213, 850, 371, 866]
notice-signature: 本期公告人 — [1022, 754, 1044, 759]
notice-paragraph: 遗失声明：本公司不慎遗失营业执照副本、公章、财务专用章及发票若干份，特此声明作废。如有遗失物品者请与本单位联系，特此公告。 — [886, 351, 1044, 362]
notice-paragraph: 本院受理上诉人与被上诉人房屋租赁合同纠纷一案，现依法向你公告送达上诉状副本。自公告之日起经过六十日即视为送达。提出答辩状的期限为公告期满后十五日内，逾期本院将依法审理。 — [718, 813, 876, 830]
notice-column — [882, 158, 1048, 2218]
notice-paragraph: 遗失声明：本公司不慎遗失营业执照副本、公章、财务专用章及发票若干份，特此声明作废。如有遗失物品者请与本单位联系，特此公告。 — [886, 193, 1044, 204]
notice-paragraph: 本院受理的各项案件，现依法向你公告送达起诉状副本、应诉通知书、举证通知书、开庭传票及合议庭组成人员通知书等。自公告之日起经过六十日即视为送达。提出答辩状和举证的期限分别为公告期满后十五日和三十日内，并定于举证期满后第三日上午九时在本院公开开庭审理，逾期将依法缺席判决。 — [44, 959, 202, 982]
notice-paragraph: 本院已受理原告诉被告合同纠纷一案，现依法向你公告送达起诉状副本、应诉通知书、举证通知书及开庭传票。自公告之日起经过六十日视为送达，提出答辩状的期限和举证期限分别为公告期满后十五日内，逾期将依法缺席判决。 — [213, 325, 371, 342]
court-heading: 四川省成都市中级人民法院 — [433, 278, 489, 284]
notice-paragraph: 本院受理的各项案件，现依法向你公告送达起诉状副本、应诉通知书、举证通知书、开庭传票及合议庭组成人员通知书等。自公告之日起经过六十日即视为送达。提出答辩状和举证的期限分别为公告期满后十五日和三十日内，并定于举证期满后第三日上午九时在本院公开开庭审理，逾期将依法缺席判决。 — [44, 1050, 202, 1072]
notice-paragraph: 遗失声明：本公司不慎遗失营业执照副本、公章、财务专用章及发票若干份，特此声明作废。如有遗失物品者请与本单位联系，特此公告。 — [886, 654, 1044, 665]
notice-paragraph: 本院受理原告诉被告买卖合同纠纷一案，已审理终结。现依法向你公告送达民事判决书。自公告之日起六十日内来本院领取民事判决书，逾期则视为送达。如不服本判决，可在公告期满后十五日内，向本院递交上诉状。 — [550, 720, 708, 736]
notice-signature: 江苏省南京市中级人民法院 — [655, 551, 708, 557]
notice-paragraph: 本院已受理原告诉被告合同纠纷一案，现依法向你公告送达起诉状副本、应诉通知书、举证通知书及开庭传票。自公告之日起经过六十日视为送达，提出答辩状的期限和举证期限分别为公告期满后十五日内，逾期将依法缺席判决。 — [213, 775, 371, 792]
notice-paragraph: 本院受理的各项案件，现依法向你公告送达起诉状副本、应诉通知书、举证通知书、开庭传票及合议庭组成人员通知书等。自公告之日起经过六十日即视为送达。提出答辩状和举证的期限分别为公告期满后十五日和三十日内，并定于举证期满后第三日上午九时在本院公开开庭审理，逾期将依法缺席判决。 — [44, 910, 202, 932]
notice-paragraph: 本院在审理原告与被告民间借贷纠纷一案中，因被告下落不明，依法向你公告送达民事判决书。自公告之日起经过六十日视为送达。如不服本判决，可在判决书送达之日起十五日内向本院递交上诉状，上诉于上级人民法院。 — [382, 700, 540, 717]
notice-signature: 本期公告人民法院 — [166, 1100, 202, 1105]
notice-paragraph: 本院已受理原告诉被告合同纠纷一案，现依法向你公告送达起诉状副本、应诉通知书、举证通知书及开庭传票。自公告之日起经过六十日视为送达，提出答辩状的期限和举证期限分别为公告期满后十五日内，逾期将依法缺席判决。 — [213, 1150, 371, 1167]
column-heading: 5/8 中缝 — [405, 100, 498, 124]
notice-signature: 江苏省南京市中级人民法院 — [655, 1020, 708, 1026]
notice-paragraph: 遗失声明：本公司不慎遗失营业执照副本、公章、财务专用章及发票若干份，特此声明作废。如有遗失物品者请与本单位联系，特此公告。 — [886, 812, 1044, 823]
notice-paragraph: 本院受理上诉人与被上诉人房屋租赁合同纠纷一案，现依法向你公告送达上诉状副本。自公告之日起经过六十日即视为送达。提出答辩状的期限为公告期满后十五日内，逾期本院将依法审理。 — [718, 587, 876, 604]
court-heading: 安徽省铜陵市中级人民法院 — [769, 560, 825, 566]
notice-paragraph: 本院已受理原告诉被告合同纠纷一案，现依法向你公告送达起诉状副本、应诉通知书、举证通知书及开庭传票。自公告之日起经过六十日视为送达，提出答辩状的期限和举证期限分别为公告期满后十五日内，逾期将依法缺席判决。 — [213, 306, 371, 322]
notice-paragraph: 本院受理原告诉被告买卖合同纠纷一案，已审理终结。现依法向你公告送达民事判决书。自公告之日起六十日内来本院领取民事判决书，逾期则视为送达。如不服本判决，可在公告期满后十五日内，向本院递交上诉状。 — [550, 438, 708, 455]
notice-paragraph: 本院已受理原告诉被告合同纠纷一案，现依法向你公告送达起诉状副本、应诉通知书、举证通知书及开庭传票。自公告之日起经过六十日视为送达，提出答辩状的期限和举证期限分别为公告期满后十五日内，逾期将依法缺席判决。 — [213, 1170, 371, 1186]
notice-paragraph: 本院受理上诉人与被上诉人房屋租赁合同纠纷一案，现依法向你公告送达上诉状副本。自公告之日起经过六十日即视为送达。提出答辩状的期限为公告期满后十五日内，逾期本院将依法审理。 — [718, 944, 876, 960]
court-heading: 遗失声明 — [955, 907, 975, 913]
court-heading: 江苏省南京市中级人民法院 — [601, 1123, 657, 1129]
notice-paragraph: 本院已受理原告诉被告合同纠纷一案，现依法向你公告送达起诉状副本、应诉通知书、举证通知书及开庭传票。自公告之日起经过六十日视为送达，提出答辩状的期限和举证期限分别为公告期满后十五日内，逾期将依法缺席判决。 — [213, 532, 371, 549]
notice-paragraph: 本院受理的各项案件，现依法向你公告送达起诉状副本、应诉通知书、举证通知书、开庭传票及合议庭组成人员通知书等。自公告之日起经过六十日即视为送达。提出答辩状和举证的期限分别为公告期满后十五日和三十日内，并定于举证期满后第三日上午九时在本院公开开庭审理，逾期将依法缺席判决。 — [44, 1001, 202, 1023]
notice-signature: 本期公告人民法院 — [166, 1215, 202, 1221]
notice-paragraph: 本院在审理原告与被告民间借贷纠纷一案中，因被告下落不明，依法向你公告送达民事判决书。自公告之日起经过六十日视为送达。如不服本判决，可在判决书送达之日起十五日内向本院递交上诉状，上诉于上级人民法院。 — [382, 250, 540, 267]
notice-paragraph: 本院受理的各项案件，现依法向你公告送达起诉状副本、应诉通知书、举证通知书、开庭传票及合议庭组成人员通知书等。自公告之日起经过六十日即视为送达。提出答辩状和举证的期限分别为公告期满后十五日和三十日内，并定于举证期满后第三日上午九时在本院公开开庭审理，逾期将依法缺席判决。 — [44, 424, 202, 446]
notice-paragraph: 本院受理原告诉被告买卖合同纠纷一案，已审理终结。现依法向你公告送达民事判决书。自公告之日起六十日内来本院领取民事判决书，逾期则视为送达。如不服本判决，可在公告期满后十五日内，向本院递交上诉状。 — [550, 1170, 708, 1186]
court-heading: 安徽省铜陵市中级人民法院 — [769, 1029, 825, 1035]
court-heading: 安徽省铜陵市中级人民法院 — [769, 936, 825, 941]
notice-paragraph: 本院受理的各项案件，现依法向你公告送达起诉状副本、应诉通知书、举证通知书、开庭传票及合议庭组成人员通知书等。自公告之日起经过六十日即视为送达。提出答辩状和举证的期限分别为公告期满后十五日和三十日内，并定于举证期满后第三日上午九时在本院公开开庭审理，逾期将依法缺席判决。 — [44, 357, 202, 379]
notice-paragraph: 本院受理原告诉被告买卖合同纠纷一案，已审理终结。现依法向你公告送达民事判决书。自公告之日起六十日内来本院领取民事判决书，逾期则视为送达。如不服本判决，可在公告期满后十五日内，向本院递交上诉状。 — [550, 1076, 708, 1093]
column-title: 公告专栏 — [715, 159, 879, 180]
notice-paragraph: 遗失声明：本公司不慎遗失营业执照副本、公章、财务专用章及发票若干份，特此声明作废。如有遗失物品者请与本单位联系，特此公告。 — [886, 595, 1044, 607]
court-heading: 安徽省铜陵市中级人民法院 — [769, 372, 825, 378]
notice-paragraph: 本院在审理原告与被告民间借贷纠纷一案中，因被告下落不明，依法向你公告送达民事判决书。自公告之日起经过六十日视为送达。如不服本判决，可在判决书送达之日起十五日内向本院递交上诉状，上诉于上级人民法院。 — [382, 1001, 540, 1018]
court-heading: 遗失声明 — [955, 546, 975, 552]
notice-column — [714, 158, 880, 2218]
notice-paragraph: 本院受理的各项案件，现依法向你公告送达起诉状副本、应诉通知书、举证通知书、开庭传票及合议庭组成人员通知书等。自公告之日起经过六十日即视为送达。提出答辩状和举证的期限分别为公告期满后十五日和三十日内，并定于举证期满后第三日上午九时在本院公开开庭审理，逾期将依法缺席判决。 — [44, 1348, 202, 1370]
notice-signature: 本期公告人民法院 — [166, 522, 202, 528]
notice-paragraph: 本院受理原告诉被告买卖合同纠纷一案，已审理终结。现依法向你公告送达民事判决书。自公告之日起六十日内来本院领取民事判决书，逾期则视为送达。如不服本判决，可在公告期满后十五日内，向本院递交上诉状。 — [550, 286, 708, 303]
notice-paragraph: 遗失声明：本公司不慎遗失营业执照副本、公章、财务专用章及发票若干份，特此声明作废。如有遗失物品者请与本单位联系，特此公告。 — [886, 495, 1044, 507]
notice-paragraph: 本院在审理原告与被告民间借贷纠纷一案中，因被告下落不明，依法向你公告送达民事判决书。自公告之日起经过六十日视为送达。如不服本判决，可在判决书送达之日起十五日内向本院递交上诉状，上诉于上级人民法院。 — [382, 850, 540, 866]
notice-paragraph: 遗失声明：本公司不慎遗失营业执照副本、公章、财务专用章及发票若干份，特此声明作废。如有遗失物品者请与本单位联系，特此公告。 — [886, 365, 1044, 376]
court-heading: 遗失声明 — [955, 257, 975, 263]
notice-paragraph: 本院在审理原告与被告民间借贷纠纷一案中，因被告下落不明，依法向你公告送达民事判决书。自公告之日起经过六十日视为送达。如不服本判决，可在判决书送达之日起十五日内向本院递交上诉状，上诉于上级人民法院。 — [382, 813, 540, 830]
notice-paragraph: 遗失声明：本公司不慎遗失营业执照副本、公章、财务专用章及发票若干份，特此声明作废。如有遗失物品者请与本单位联系，特此公告。 — [886, 378, 1044, 390]
notice-paragraph: 本院受理原告诉被告买卖合同纠纷一案，已审理终结。现依法向你公告送达民事判决书。自公告之日起六十日内来本院领取民事判决书，逾期则视为送达。如不服本判决，可在公告期满后十五日内，向本院递交上诉状。 — [550, 212, 708, 229]
notice-signature: 江苏省南京市中级人民法院 — [655, 927, 708, 932]
notice-paragraph: 本院受理的各项案件，现依法向你公告送达起诉状副本、应诉通知书、举证通知书、开庭传票及合议庭组成人员通知书等。自公告之日起经过六十日即视为送达。提出答辩状和举证的期限分别为公告期满后十五日和三十日内，并定于举证期满后第三日上午九时在本院公开开庭审理，逾期将依法缺席判决。 — [44, 886, 202, 908]
notice-paragraph: 遗失声明：本公司不慎遗失营业执照副本、公章、财务专用章及发票若干份，特此声明作废。如有遗失物品者请与本单位联系，特此公告。 — [886, 771, 1044, 782]
notice-paragraph: 本院受理的各项案件，现依法向你公告送达起诉状副本、应诉通知书、举证通知书、开庭传票及合议庭组成人员通知书等。自公告之日起经过六十日即视为送达。提出答辩状和举证的期限分别为公告期满后十五日和三十日内，并定于举证期满后第三日上午九时在本院公开开庭审理，逾期将依法缺席判决。 — [44, 193, 202, 215]
notice-paragraph: 本院在审理原告与被告民间借贷纠纷一案中，因被告下落不明，依法向你公告送达民事判决书。自公告之日起经过六十日视为送达。如不服本判决，可在判决书送达之日起十五日内向本院递交上诉状，上诉于上级人民法院。 — [382, 532, 540, 549]
notice-paragraph: 本院受理原告诉被告买卖合同纠纷一案，已审理终结。现依法向你公告送达民事判决书。自公告之日起六十日内来本院领取民事判决书，逾期则视为送达。如不服本判决，可在公告期满后十五日内，向本院递交上诉状。 — [550, 606, 708, 623]
notice-paragraph: 本院在审理原告与被告民间借贷纠纷一案中，因被告下落不明，依法向你公告送达民事判决书。自公告之日起经过六十日视为送达。如不服本判决，可在判决书送达之日起十五日内向本院递交上诉状，上诉于上级人民法院。 — [382, 907, 540, 924]
notice-paragraph: 本院在审理原告与被告民间借贷纠纷一案中，因被告下落不明，依法向你公告送达民事判决书。自公告之日起经过六十日视为送达。如不服本判决，可在判决书送达之日起十五日内向本院递交上诉状，上诉于上级人民法院。 — [382, 681, 540, 698]
notice-paragraph: 本院受理的各项案件，现依法向你公告送达起诉状副本、应诉通知书、举证通知书、开庭传票及合议庭组成人员通知书等。自公告之日起经过六十日即视为送达。提出答辩状和举证的期限分别为公告期满后十五日和三十日内，并定于举证期满后第三日上午九时在本院公开开庭审理，逾期将依法缺席判决。 — [44, 704, 202, 726]
notice-signature: 河北省邢台市中级人民法院 — [318, 1208, 371, 1214]
notice-paragraph: 本院受理的各项案件，现依法向你公告送达起诉状副本、应诉通知书、举证通知书、开庭传票及合议庭组成人员通知书等。自公告之日起经过六十日即视为送达。提出答辩状和举证的期限分别为公告期满后十五日和三十日内，并定于举证期满后第三日上午九时在本院公开开庭审理，逾期将依法缺席判决。 — [44, 679, 202, 701]
notice-paragraph: 本院受理上诉人与被上诉人房屋租赁合同纠纷一案，现依法向你公告送达上诉状副本。自公告之日起经过六十日即视为送达。提出答辩状的期限为公告期满后十五日内，逾期本院将依法审理。 — [718, 306, 876, 322]
notice-signature: 安徽省铜陵市中级人民法院 — [823, 1208, 876, 1214]
column-title: 公告专栏 — [41, 159, 205, 180]
notice-paragraph: 本院已受理原告诉被告合同纠纷一案，现依法向你公告送达起诉状副本、应诉通知书、举证通知书及开庭传票。自公告之日起经过六十日视为送达，提出答辩状的期限和举证期限分别为公告期满后十五日内，逾期将依法缺席判决。 — [213, 907, 371, 924]
notice-paragraph: 本院受理的各项案件，现依法向你公告送达起诉状副本、应诉通知书、举证通知书、开庭传票及合议庭组成人员通知书等。自公告之日起经过六十日即视为送达。提出答辩状和举证的期限分别为公告期满后十五日和三十日内，并定于举证期满后第三日上午九时在本院公开开庭审理，逾期将依法缺席判决。 — [44, 1026, 202, 1048]
notice-paragraph: 遗失声明：本公司不慎遗失营业执照副本、公章、财务专用章及发票若干份，特此声明作废。如有遗失物品者请与本单位联系，特此公告。 — [886, 726, 1044, 737]
notice-paragraph: 本院在审理原告与被告民间借贷纠纷一案中，因被告下落不明，依法向你公告送达民事判决书。自公告之日起经过六十日视为送达。如不服本判决，可在判决书送达之日起十五日内向本院递交上诉状，上诉于上级人民法院。 — [382, 1076, 540, 1093]
notice-paragraph: 遗失声明：本公司不慎遗失营业执照副本、公章、财务专用章及发票若干份，特此声明作废。如有遗失物品者请与本单位联系，特此公告。 — [886, 884, 1044, 896]
notice-paragraph: 本院在审理原告与被告民间借贷纠纷一案中，因被告下落不明，依法向你公告送达民事判决书。自公告之日起经过六十日视为送达。如不服本判决，可在判决书送达之日起十五日内向本院递交上诉状，上诉于上级人民法院。 — [382, 982, 540, 999]
court-heading: 辽宁省铁岭市中级人民法院 — [95, 993, 151, 999]
notice-paragraph: 本院在审理原告与被告民间借贷纠纷一案中，因被告下落不明，依法向你公告送达民事判决书。自公告之日起经过六十日视为送达。如不服本判决，可在判决书送达之日起十五日内向本院递交上诉状，上诉于上级人民法院。 — [382, 474, 540, 491]
notice-paragraph: 本院受理上诉人与被上诉人房屋租赁合同纠纷一案，现依法向你公告送达上诉状副本。自公告之日起经过六十日即视为送达。提出答辩状的期限为公告期满后十五日内，逾期本院将依法审理。 — [718, 1150, 876, 1167]
notice-paragraph: 遗失声明：本公司不慎遗失营业执照副本、公章、财务专用章及发票若干份，特此声明作废。如有遗失物品者请与本单位联系，特此公告。 — [886, 554, 1044, 565]
court-heading: 遗失声明 — [955, 474, 975, 479]
notice-paragraph: 本院在审理原告与被告民间借贷纠纷一案中，因被告下落不明，依法向你公告送达民事判决书。自公告之日起经过六十日视为送达。如不服本判决，可在判决书送达之日起十五日内向本院递交上诉状，上诉于上级人民法院。 — [382, 963, 540, 980]
notice-paragraph: 本院受理原告诉被告买卖合同纠纷一案，已审理终结。现依法向你公告送达民事判决书。自公告之日起六十日内来本院领取民事判决书，逾期则视为送达。如不服本判决，可在公告期满后十五日内，向本院递交上诉状。 — [550, 982, 708, 999]
